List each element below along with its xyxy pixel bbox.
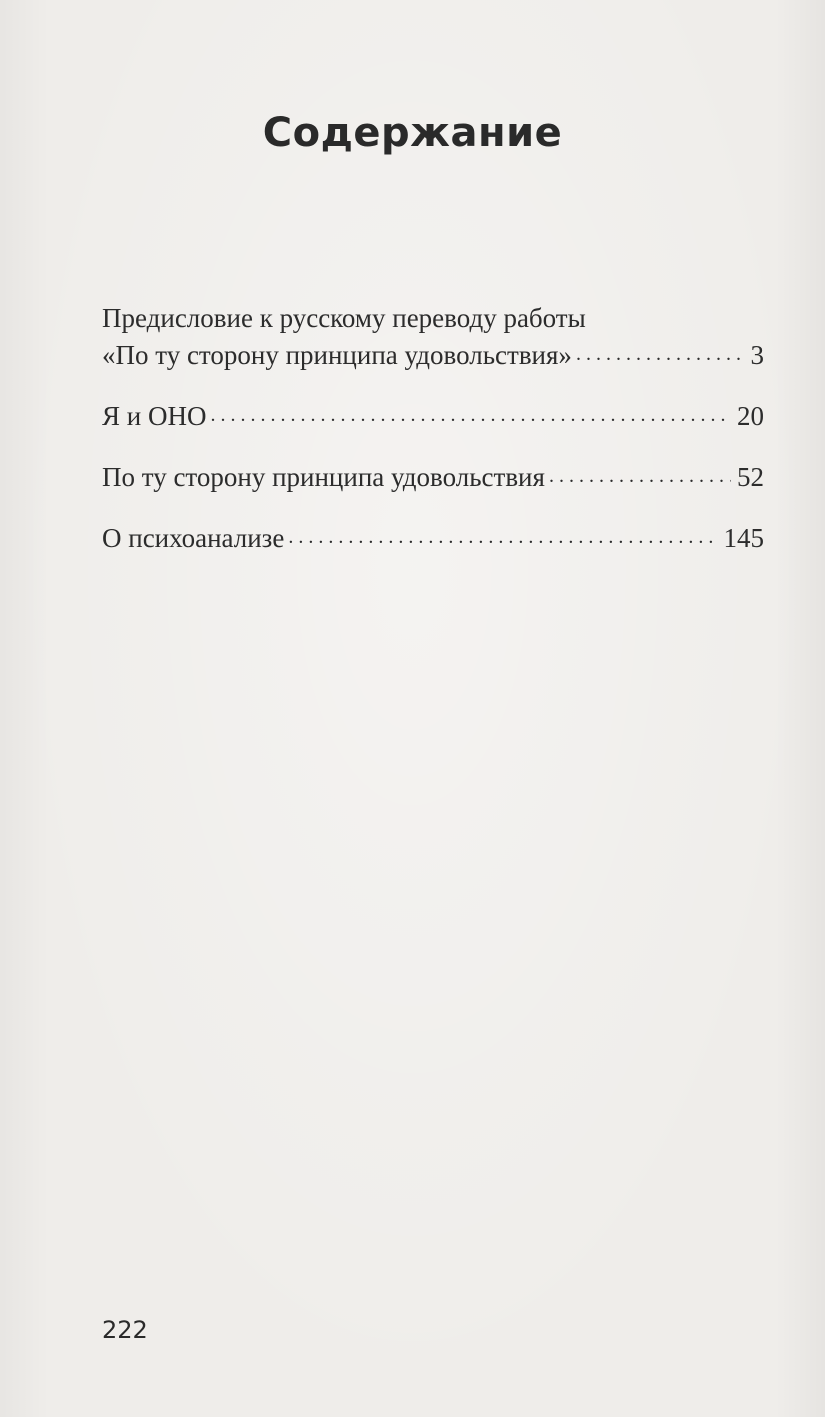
toc-entry-title: По ту сторону принципа удовольствия — [102, 462, 545, 492]
dot-leader — [576, 337, 745, 364]
table-of-contents — [102, 300, 764, 557]
toc-entry-on-psychoanalysis — [102, 520, 764, 557]
toc-entry-ego-and-id — [102, 398, 764, 435]
toc-entry-title-line2: «По ту сторону принципа удовольствия» — [102, 340, 572, 370]
page-number-footer: 222 — [102, 1316, 148, 1344]
toc-entry-beyond-pleasure-principle — [102, 459, 764, 496]
toc-entry-title-line1: Предисловие к русскому переводу работы — [102, 303, 586, 333]
toc-entry-line — [102, 337, 764, 374]
toc-page-number: 145 — [723, 523, 764, 553]
dot-leader — [549, 459, 731, 486]
toc-entry-line — [102, 398, 764, 435]
toc-entry-preface — [102, 300, 764, 374]
toc-entry-title: О психоанализе — [102, 523, 285, 553]
toc-page-number: 3 — [750, 340, 764, 370]
toc-entry-line — [102, 520, 764, 557]
dot-leader — [288, 520, 717, 547]
page-title: Содержание — [262, 110, 563, 156]
toc-entry-title: Я и ОНО — [102, 401, 207, 431]
toc-entry-line — [102, 300, 764, 337]
toc-entry-line — [102, 459, 764, 496]
toc-page-number: 52 — [737, 462, 764, 492]
dot-leader — [210, 398, 731, 425]
toc-page-number: 20 — [737, 401, 764, 431]
